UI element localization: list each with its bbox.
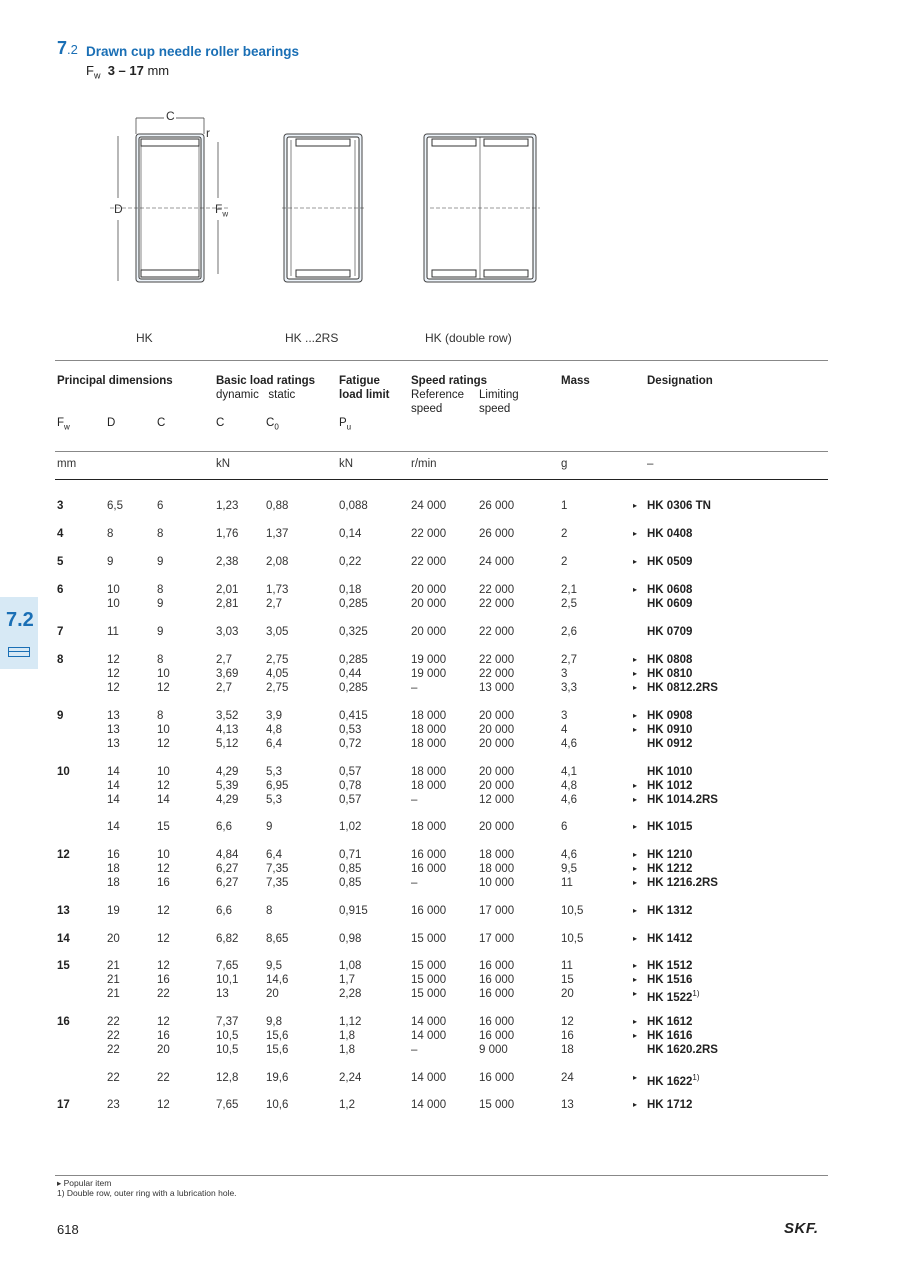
sym-pu: $P_u$: [339, 417, 352, 432]
unit-g: g: [561, 458, 568, 470]
side-tab[interactable]: [0, 597, 38, 669]
cell-d: 14 14 14: [107, 766, 120, 806]
cell-st: 5,3 6,95 5,3: [266, 766, 289, 806]
cell-c: 8 10 12: [157, 654, 170, 694]
hk-label: HK: [136, 331, 153, 345]
cell-ref: 24 000: [411, 500, 447, 512]
unit-mm: mm: [57, 458, 77, 470]
dim-fw-label: $F_w$: [215, 202, 229, 219]
cell-dyn: 2,7 3,69 2,7: [216, 654, 239, 694]
cell-fw: 12: [57, 849, 70, 861]
cell-mark: ▸: [633, 1100, 638, 1109]
hk-double-row-diagram: [424, 134, 540, 282]
cell-dyn: 1,76: [216, 528, 239, 540]
cell-st: 3,05: [266, 626, 289, 638]
cell-fw: 7: [57, 626, 64, 638]
cell-ref: 22 000: [411, 556, 447, 568]
cell-st: 3,9 4,8 6,4: [266, 710, 282, 750]
cell-dyn: 3,03: [216, 626, 239, 638]
col-principal: Principal dimensions: [57, 375, 173, 387]
cell-ref: 18 000: [411, 821, 447, 833]
cell-d: 13 13 13: [107, 710, 120, 750]
cell-lim: 22 000: [479, 626, 515, 638]
cell-mark: ▸: [633, 906, 638, 915]
col-speed: Speed ratings Reference speed: [411, 375, 488, 415]
cell-pu: 0,18 0,285: [339, 584, 368, 610]
cell-pu: 0,415 0,53 0,72: [339, 710, 368, 750]
cell-lim: 22 000 22 000: [479, 584, 515, 610]
cell-fw: 14: [57, 933, 70, 945]
cell-m: 12 16 18: [561, 1016, 574, 1056]
cell-c: 12: [157, 1099, 170, 1111]
cell-m: 4,1 4,8 4,6: [561, 766, 577, 806]
cell-m: 1: [561, 500, 568, 512]
cell-m: 11 15 20: [561, 960, 574, 1000]
page-number: 618: [57, 1222, 79, 1237]
cell-m: 4,6 9,5 11: [561, 849, 577, 889]
col-limiting: Limiting speed: [479, 389, 519, 415]
cell-st: 8: [266, 905, 273, 917]
cell-lim: 17 000: [479, 933, 515, 945]
cell-designation: HK 1210 HK 1212 HK 1216.2RS: [647, 849, 718, 889]
table-top-rule: [55, 360, 828, 361]
cell-dyn: 7,65: [216, 1099, 239, 1111]
cell-mark: ▸: [633, 557, 638, 566]
cell-dyn: 2,38: [216, 556, 239, 568]
cell-m: 2,1 2,5: [561, 584, 577, 610]
cell-st: 0,88: [266, 500, 289, 512]
cell-dyn: 6,6: [216, 821, 232, 833]
cell-c: 8: [157, 528, 164, 540]
cell-m: 24: [561, 1072, 574, 1084]
section-subtitle: $F_w$ 3 – 17 mm: [86, 63, 170, 81]
cell-pu: 1,08 1,7 2,28: [339, 960, 362, 1000]
cell-fw: 4: [57, 528, 64, 540]
cell-designation: HK 1015: [647, 821, 693, 833]
cell-mark: ▸: [633, 934, 638, 943]
cell-m: 10,5: [561, 905, 584, 917]
cell-dyn: 3,52 4,13 5,12: [216, 710, 239, 750]
cell-pu: 0,57 0,78 0,57: [339, 766, 362, 806]
cell-pu: 0,088: [339, 500, 368, 512]
cell-ref: 18 000 18 000 –: [411, 766, 447, 806]
cell-designation: HK 0306 TN: [647, 500, 711, 512]
cell-d: 23: [107, 1099, 120, 1111]
cell-m: 2,6: [561, 626, 577, 638]
cell-lim: 22 000 22 000 13 000: [479, 654, 515, 694]
cell-st: 9,8 15,6 15,6: [266, 1016, 289, 1056]
cell-pu: 0,22: [339, 556, 362, 568]
cell-designation: HK 1612 HK 1616 HK 1620.2RS: [647, 1016, 718, 1056]
unit-dash: –: [647, 458, 654, 470]
dim-r-label: r: [206, 126, 210, 140]
cell-st: 6,4 7,35 7,35: [266, 849, 289, 889]
cell-lim: 24 000: [479, 556, 515, 568]
cell-ref: 15 000: [411, 933, 447, 945]
cell-st: 9,5 14,6 20: [266, 960, 289, 1000]
cell-st: 1,73 2,7: [266, 584, 289, 610]
cell-st: 8,65: [266, 933, 289, 945]
cell-d: 19: [107, 905, 120, 917]
cell-c: 22: [157, 1072, 170, 1084]
cell-dyn: 12,8: [216, 1072, 239, 1084]
cell-dyn: 6,82: [216, 933, 239, 945]
cell-mark: ▸ ▸: [633, 711, 638, 734]
cell-mark: ▸ ▸ ▸: [633, 961, 638, 998]
cell-dyn: 7,37 10,5 10,5: [216, 1016, 239, 1056]
cell-dyn: 6,6: [216, 905, 232, 917]
cell-pu: 0,71 0,85 0,85: [339, 849, 362, 889]
cell-pu: 0,325: [339, 626, 368, 638]
hk-2rs-diagram: [282, 134, 364, 282]
footer-rule: [55, 1175, 828, 1176]
cell-designation: HK 0808 HK 0810 HK 0812.2RS: [647, 654, 718, 694]
cell-pu: 1,12 1,8 1,8: [339, 1016, 362, 1056]
cell-designation: HK 0408: [647, 528, 693, 540]
cell-dyn: 4,84 6,27 6,27: [216, 849, 239, 889]
unit-kn: kN: [216, 458, 231, 470]
cell-designation: HK 0509: [647, 556, 693, 568]
cell-pu: 0,14: [339, 528, 362, 540]
cell-m: 6: [561, 821, 568, 833]
cell-st: 19,6: [266, 1072, 289, 1084]
cell-ref: 18 000 18 000 18 000: [411, 710, 447, 750]
cell-ref: 16 000 16 000 –: [411, 849, 447, 889]
cell-designation: HK 0608 HK 0609: [647, 584, 693, 610]
cell-pu: 0,98: [339, 933, 362, 945]
cell-dyn: 1,23: [216, 500, 239, 512]
cell-fw: 13: [57, 905, 70, 917]
cell-lim: 20 000 20 000 20 000: [479, 710, 515, 750]
cell-d: 12 12 12: [107, 654, 120, 694]
cell-d: 21 21 21: [107, 960, 120, 1000]
cell-fw: 6: [57, 584, 64, 596]
section-title: Drawn cup needle roller bearings: [86, 44, 300, 59]
cell-designation: HK 1010 HK 1012 HK 1014.2RS: [647, 766, 718, 806]
cell-mark: ▸ ▸ ▸: [633, 850, 638, 887]
cell-mark: ▸ ▸: [633, 1017, 638, 1040]
sym-fw: $F_w$: [57, 417, 70, 432]
cell-designation: HK 1312: [647, 905, 693, 917]
cell-pu: 1,2: [339, 1099, 355, 1111]
cell-lim: 15 000: [479, 1099, 515, 1111]
cell-designation: HK 1622$^{1)}$: [647, 1073, 700, 1088]
footnote-popular: ▸ Popular item: [57, 1178, 112, 1188]
cell-designation: HK 0709: [647, 626, 693, 638]
brand-logo: SKF.: [784, 1220, 819, 1237]
cell-d: 10 10: [107, 584, 120, 610]
cell-c: 12 16 22: [157, 960, 170, 1000]
cell-c: 12: [157, 933, 170, 945]
cell-lim: 20 000: [479, 821, 515, 833]
cell-fw: 15: [57, 960, 70, 972]
cell-designation: HK 1512 HK 1516 HK 1522$^{1)}$: [647, 960, 700, 1004]
unit-kn-fatigue: kN: [339, 458, 354, 470]
sym-c-dyn: C: [216, 417, 225, 429]
cell-st: 9: [266, 821, 273, 833]
cell-c: 9: [157, 556, 164, 568]
cell-d: 20: [107, 933, 120, 945]
section-number: 7.2: [57, 38, 78, 58]
cell-c: 8 9: [157, 584, 164, 610]
cell-c: 12 16 20: [157, 1016, 170, 1056]
cell-c: 10 12 16: [157, 849, 170, 889]
cell-m: 10,5: [561, 933, 584, 945]
dim-d-label: D: [114, 202, 123, 216]
cell-d: 11: [107, 626, 119, 638]
cell-d: 16 18 18: [107, 849, 120, 889]
hk-double-row-label: HK (double row): [425, 331, 512, 345]
cell-mark: ▸: [633, 585, 638, 594]
side-tab-label: 7.2: [6, 609, 34, 631]
cell-d: 9: [107, 556, 114, 568]
cell-fw: 9: [57, 710, 64, 722]
cell-fw: 3: [57, 500, 64, 512]
cell-pu: 0,285 0,44 0,285: [339, 654, 368, 694]
cell-designation: HK 0908 HK 0910 HK 0912: [647, 710, 693, 750]
hk-2rs-label: HK ...2RS: [285, 331, 339, 345]
sym-d: D: [107, 417, 116, 429]
cell-fw: 8: [57, 654, 64, 666]
cell-c: 9: [157, 626, 164, 638]
cell-dyn: 2,01 2,81: [216, 584, 239, 610]
cell-designation: HK 1712: [647, 1099, 693, 1111]
col-fatigue: Fatigue load limit: [339, 375, 390, 401]
cell-fw: 17: [57, 1099, 70, 1111]
cell-designation: HK 1412: [647, 933, 693, 945]
cell-mark: ▸: [633, 822, 638, 831]
cell-d: 8: [107, 528, 114, 540]
cell-lim: 16 000 16 000 9 000: [479, 1016, 515, 1056]
cell-ref: 19 000 19 000 –: [411, 654, 447, 694]
cell-c: 8 10 12: [157, 710, 170, 750]
footnote-ref: 1): [692, 989, 700, 998]
cell-ref: 14 000: [411, 1072, 447, 1084]
hk-diagram: [110, 118, 230, 282]
cell-m: 13: [561, 1099, 574, 1111]
cell-ref: 14 000: [411, 1099, 447, 1111]
cell-pu: 2,24: [339, 1072, 362, 1084]
cell-c: 15: [157, 821, 170, 833]
cell-dyn: 7,65 10,1 13: [216, 960, 239, 1000]
cell-st: 2,08: [266, 556, 289, 568]
cell-lim: 16 000 16 000 16 000: [479, 960, 515, 1000]
cell-lim: 26 000: [479, 500, 515, 512]
cell-d: 22 22 22: [107, 1016, 120, 1056]
cell-lim: 16 000: [479, 1072, 515, 1084]
bearing-icon: [8, 647, 30, 657]
cell-ref: 15 000 15 000 15 000: [411, 960, 447, 1000]
unit-rmin: r/min: [411, 458, 437, 470]
dim-c-label: C: [166, 109, 175, 123]
cell-mark: ▸: [633, 529, 638, 538]
cell-lim: 17 000: [479, 905, 515, 917]
cell-ref: 14 000 14 000 –: [411, 1016, 447, 1056]
cell-mark: ▸ ▸: [633, 781, 638, 804]
cell-c: 10 12 14: [157, 766, 170, 806]
cell-lim: 20 000 20 000 12 000: [479, 766, 515, 806]
cell-ref: 16 000: [411, 905, 447, 917]
cell-c: 6: [157, 500, 164, 512]
cell-mark: ▸: [633, 501, 638, 510]
cell-ref: 22 000: [411, 528, 447, 540]
cell-mark: ▸: [633, 1073, 638, 1082]
cell-fw: 5: [57, 556, 64, 568]
cell-m: 3 4 4,6: [561, 710, 577, 750]
cell-mark: ▸ ▸ ▸: [633, 655, 638, 692]
cell-d: 22: [107, 1072, 120, 1084]
cell-ref: 20 000: [411, 626, 447, 638]
cell-m: 2,7 3 3,3: [561, 654, 577, 694]
cell-pu: 0,915: [339, 905, 368, 917]
cell-lim: 18 000 18 000 10 000: [479, 849, 515, 889]
cell-d: 6,5: [107, 500, 123, 512]
sym-c: C: [157, 417, 166, 429]
cell-st: 2,75 4,05 2,75: [266, 654, 289, 694]
cell-fw: 10: [57, 766, 70, 778]
cell-st: 10,6: [266, 1099, 289, 1111]
footnote-ref: 1): [692, 1073, 700, 1082]
cell-fw: 16: [57, 1016, 70, 1028]
col-designation: Designation: [647, 375, 713, 387]
cell-m: 2: [561, 556, 568, 568]
cell-d: 14: [107, 821, 120, 833]
cell-m: 2: [561, 528, 568, 540]
col-mass: Mass: [561, 375, 590, 387]
bearing-diagrams: [100, 100, 560, 300]
cell-c: 12: [157, 905, 170, 917]
cell-pu: 1,02: [339, 821, 362, 833]
cell-st: 1,37: [266, 528, 289, 540]
cell-ref: 20 000 20 000: [411, 584, 447, 610]
table-unit-rule: [55, 479, 828, 480]
col-basic: Basic load ratings dynamic static: [216, 375, 316, 401]
cell-dyn: 4,29 5,39 4,29: [216, 766, 239, 806]
table-header-rule: [55, 451, 828, 452]
footnote-1: 1) Double row, outer ring with a lubrication hole.: [57, 1188, 237, 1198]
cell-lim: 26 000: [479, 528, 515, 540]
sym-c0: $C_0$: [266, 417, 279, 432]
